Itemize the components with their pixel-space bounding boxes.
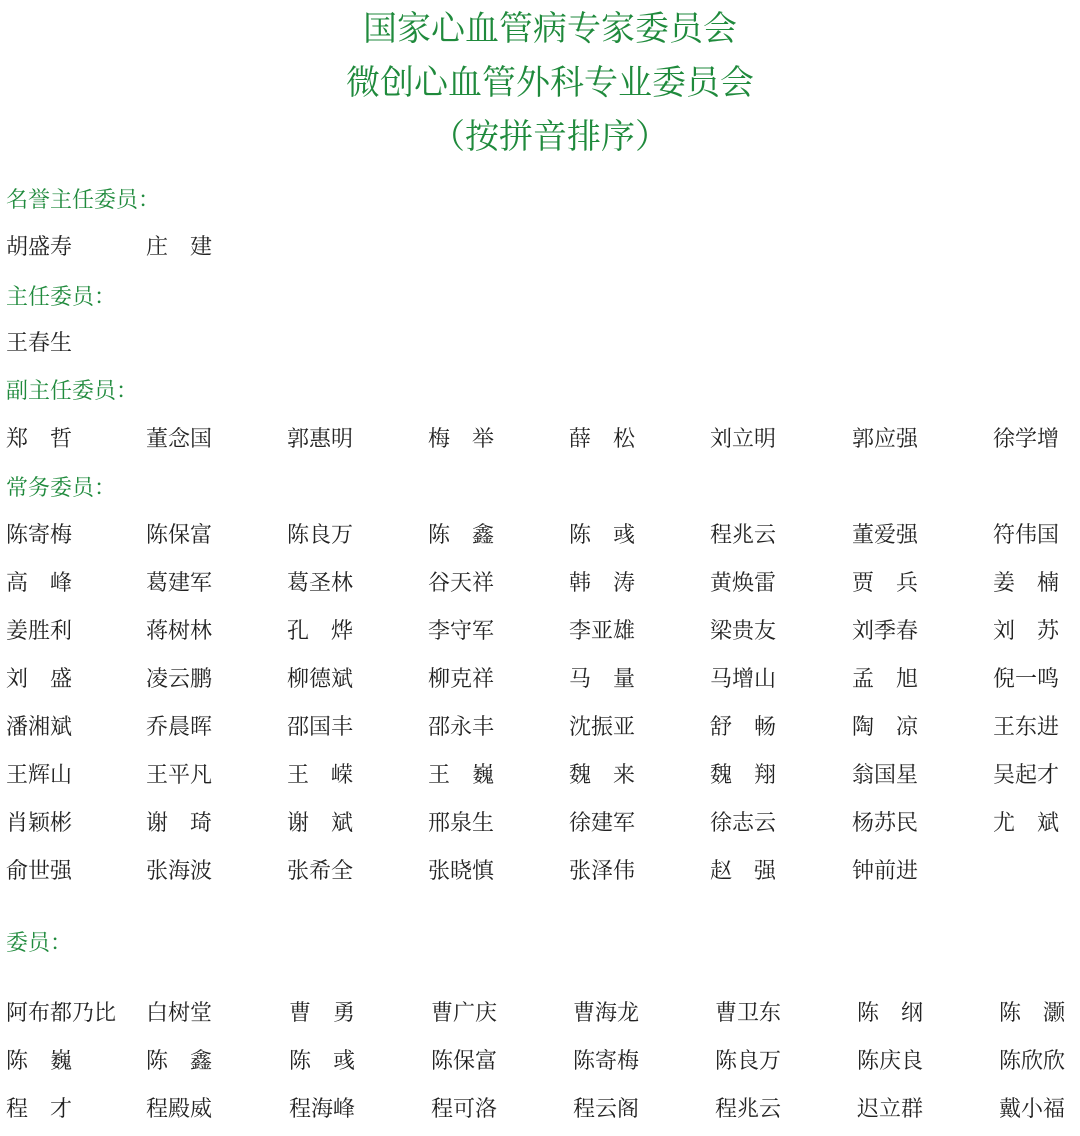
person-name: 马增山 xyxy=(710,667,777,692)
standing-row xyxy=(0,759,1080,793)
person-name: 王 嵘 xyxy=(287,763,354,788)
title-committee: 国家心血管病专家委员会 xyxy=(363,9,737,49)
standing-row xyxy=(0,663,1080,697)
honorary-row xyxy=(0,231,1080,265)
person-name: 黄焕雷 xyxy=(710,571,777,596)
title-sort-note: （按拼音排序） xyxy=(431,117,669,157)
person-name: 沈振亚 xyxy=(569,715,636,740)
title-subcommittee: 微创心血管外科专业委员会 xyxy=(346,63,754,103)
person-name: 陈良万 xyxy=(715,1049,782,1074)
person-name: 程兆云 xyxy=(710,523,777,548)
person-name: 李亚雄 xyxy=(569,619,636,644)
person-name: 邵永丰 xyxy=(428,715,495,740)
vice-directors-row xyxy=(0,423,1080,457)
person-name: 郭应强 xyxy=(852,427,919,452)
person-name: 张泽伟 xyxy=(569,859,636,884)
person-name: 倪一鸣 xyxy=(993,667,1060,692)
person-name: 陈 巍 xyxy=(6,1049,73,1074)
person-name: 薛 松 xyxy=(569,427,636,452)
person-name: 葛建军 xyxy=(146,571,213,596)
person-name: 陈欣欣 xyxy=(999,1049,1066,1074)
person-name: 尤 斌 xyxy=(993,811,1060,836)
standing-row xyxy=(0,711,1080,745)
person-name: 贾 兵 xyxy=(852,571,919,596)
person-name: 杨苏民 xyxy=(852,811,919,836)
person-name: 俞世强 xyxy=(6,859,73,884)
person-name: 迟立群 xyxy=(857,1097,924,1122)
members-row xyxy=(0,997,1080,1031)
person-name: 程殿威 xyxy=(146,1097,213,1122)
standing-row xyxy=(0,567,1080,601)
person-name: 马 量 xyxy=(569,667,636,692)
person-name: 庄 建 xyxy=(146,235,213,260)
person-name: 王 巍 xyxy=(428,763,495,788)
person-name: 韩 涛 xyxy=(569,571,636,596)
person-name: 孟 旭 xyxy=(852,667,919,692)
person-name: 刘季春 xyxy=(852,619,919,644)
person-name: 谢 斌 xyxy=(287,811,354,836)
person-name: 李守军 xyxy=(428,619,495,644)
person-name: 董念国 xyxy=(146,427,213,452)
person-name: 程兆云 xyxy=(715,1097,782,1122)
person-name: 凌云鹏 xyxy=(146,667,213,692)
person-name: 曹海龙 xyxy=(573,1001,640,1026)
person-name: 谢 琦 xyxy=(146,811,213,836)
person-name: 张希全 xyxy=(287,859,354,884)
person-name: 郑 哲 xyxy=(6,427,73,452)
person-name: 张晓慎 xyxy=(428,859,495,884)
person-name: 陈寄梅 xyxy=(573,1049,640,1074)
person-name: 程云阁 xyxy=(573,1097,640,1122)
person-name: 潘湘斌 xyxy=(6,715,73,740)
person-name: 姜 楠 xyxy=(993,571,1060,596)
person-name: 魏 翔 xyxy=(710,763,777,788)
person-name: 程 才 xyxy=(6,1097,73,1122)
person-name: 高 峰 xyxy=(6,571,73,596)
person-name: 肖颖彬 xyxy=(6,811,73,836)
person-name: 邢泉生 xyxy=(428,811,495,836)
person-name: 陈 鑫 xyxy=(146,1049,213,1074)
person-name: 张海波 xyxy=(146,859,213,884)
person-name: 梅 举 xyxy=(428,427,495,452)
person-name: 舒 畅 xyxy=(710,715,777,740)
person-name: 徐志云 xyxy=(710,811,777,836)
person-name: 郭惠明 xyxy=(287,427,354,452)
person-name: 陈 彧 xyxy=(569,523,636,548)
person-name: 谷天祥 xyxy=(428,571,495,596)
members-row xyxy=(0,1093,1080,1127)
person-name: 赵 强 xyxy=(710,859,777,884)
person-name: 乔晨晖 xyxy=(146,715,213,740)
person-name: 陈 彧 xyxy=(289,1049,356,1074)
person-name: 王春生 xyxy=(6,331,73,356)
person-name: 梁贵友 xyxy=(710,619,777,644)
person-name: 姜胜利 xyxy=(6,619,73,644)
person-name: 刘 苏 xyxy=(993,619,1060,644)
person-name: 王东进 xyxy=(993,715,1060,740)
standing-label: 常务委员： xyxy=(6,476,117,501)
person-name: 柳克祥 xyxy=(428,667,495,692)
person-name: 戴小福 xyxy=(999,1097,1066,1122)
person-name: 陈保富 xyxy=(146,523,213,548)
standing-row xyxy=(0,519,1080,553)
person-name: 徐建军 xyxy=(569,811,636,836)
director-row xyxy=(0,327,1080,361)
person-name: 胡盛寿 xyxy=(6,235,73,260)
members-row xyxy=(0,1045,1080,1079)
person-name: 陈寄梅 xyxy=(6,523,73,548)
person-name: 程可洛 xyxy=(431,1097,498,1122)
vice-directors-label: 副主任委员： xyxy=(6,379,139,404)
person-name: 陶 凉 xyxy=(852,715,919,740)
person-name: 陈 灏 xyxy=(999,1001,1066,1026)
person-name: 白树堂 xyxy=(146,1001,213,1026)
person-name: 符伟国 xyxy=(993,523,1060,548)
person-name: 阿布都乃比 xyxy=(6,1001,117,1026)
person-name: 蒋树林 xyxy=(146,619,213,644)
director-label: 主任委员： xyxy=(6,285,117,310)
person-name: 孔 烨 xyxy=(287,619,354,644)
person-name: 董爱强 xyxy=(852,523,919,548)
person-name: 徐学增 xyxy=(993,427,1060,452)
person-name: 邵国丰 xyxy=(287,715,354,740)
person-name: 陈 鑫 xyxy=(428,523,495,548)
members-label: 委员： xyxy=(6,931,73,956)
person-name: 程海峰 xyxy=(289,1097,356,1122)
person-name: 王平凡 xyxy=(146,763,213,788)
person-name: 翁国星 xyxy=(852,763,919,788)
standing-row xyxy=(0,807,1080,841)
person-name: 陈庆良 xyxy=(857,1049,924,1074)
person-name: 曹卫东 xyxy=(715,1001,782,1026)
standing-row xyxy=(0,855,1080,889)
person-name: 柳德斌 xyxy=(287,667,354,692)
person-name: 刘立明 xyxy=(710,427,777,452)
person-name: 葛圣林 xyxy=(287,571,354,596)
person-name: 钟前进 xyxy=(852,859,919,884)
person-name: 魏 来 xyxy=(569,763,636,788)
honorary-label: 名誉主任委员： xyxy=(6,188,161,213)
standing-row xyxy=(0,615,1080,649)
person-name: 吴起才 xyxy=(993,763,1060,788)
person-name: 曹 勇 xyxy=(289,1001,356,1026)
person-name: 陈良万 xyxy=(287,523,354,548)
person-name: 刘 盛 xyxy=(6,667,73,692)
person-name: 陈保富 xyxy=(431,1049,498,1074)
person-name: 曹广庆 xyxy=(431,1001,498,1026)
person-name: 王辉山 xyxy=(6,763,73,788)
person-name: 陈 纲 xyxy=(857,1001,924,1026)
